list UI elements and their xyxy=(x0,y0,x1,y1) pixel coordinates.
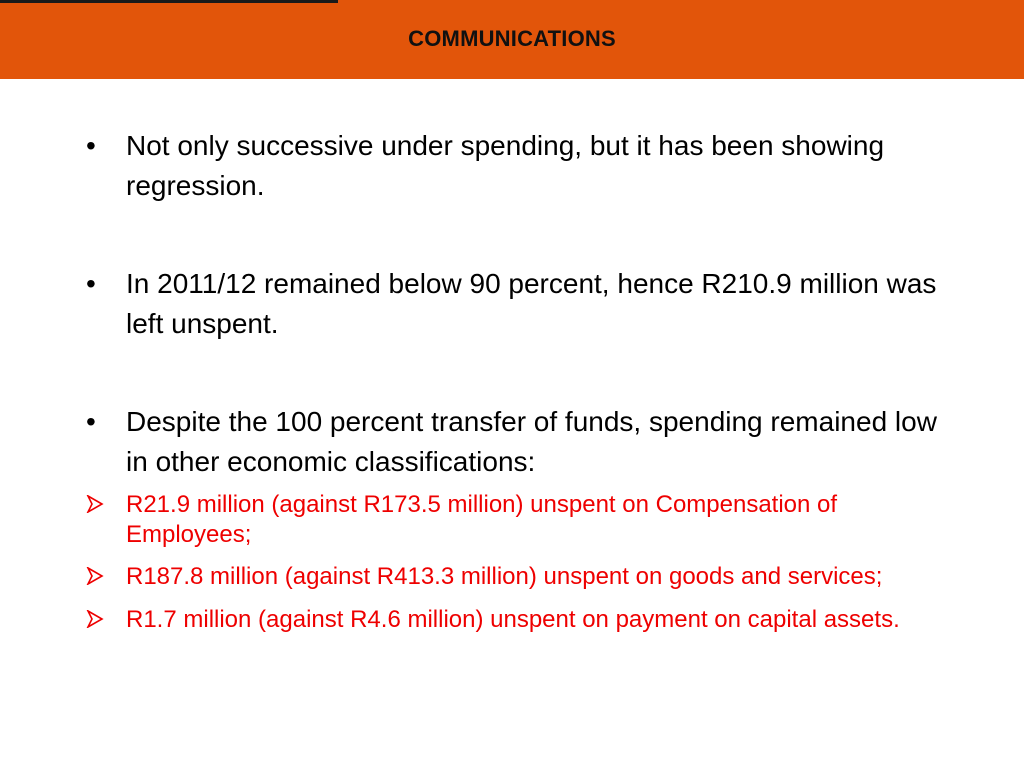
header-bar xyxy=(0,0,1024,79)
sub-bullet-text: R1.7 million (against R4.6 million) unspent on payment on capital assets. xyxy=(126,606,900,633)
arrow-right-icon xyxy=(86,600,116,628)
slide-content xyxy=(86,126,956,652)
bullet-marker: • xyxy=(86,268,96,299)
bullet-text: In 2011/12 remained below 90 percent, hence R210.9 million was left unspent. xyxy=(126,268,937,339)
sub-bullet-text: R21.9 million (against R173.5 million) unspent on Compensation of Employees; xyxy=(126,491,838,548)
bullet-text: Despite the 100 percent transfer of funds, spending remained low in other economic classifications: xyxy=(126,406,937,477)
arrow-right-icon xyxy=(86,490,116,513)
bullet-text: Not only successive under spending, but it has been showing regression. xyxy=(126,130,885,201)
sub-bullet-text: R187.8 million (against R413.3 million) unspent on goods and services; xyxy=(126,563,883,590)
bullet-item xyxy=(86,264,956,344)
sub-bullet-item xyxy=(86,490,956,550)
arrow-right-icon xyxy=(86,562,116,585)
bullet-item xyxy=(86,402,956,482)
bullet-marker: • xyxy=(86,406,96,437)
sub-bullet-item xyxy=(86,600,956,640)
sub-bullet-item xyxy=(86,562,956,592)
header-accent-line xyxy=(0,0,338,3)
bullet-item xyxy=(86,126,956,206)
bullet-marker: • xyxy=(86,130,96,161)
page-title: COMMUNICATIONS xyxy=(408,26,616,51)
